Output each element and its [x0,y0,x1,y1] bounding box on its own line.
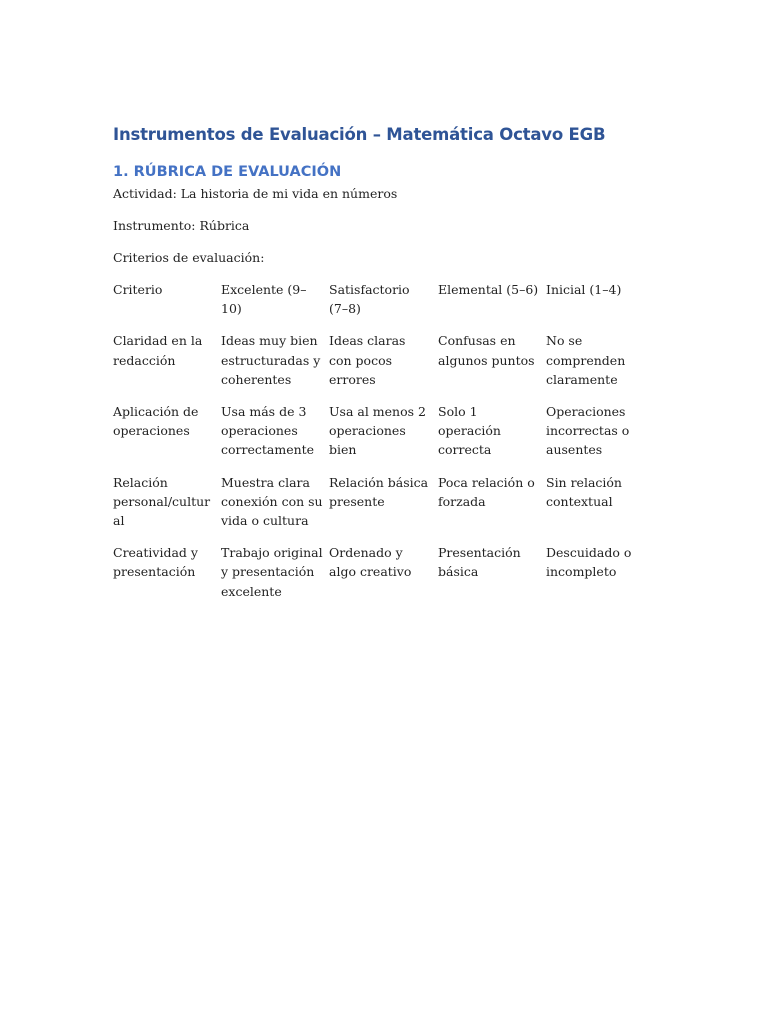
table-cell: Aplicación de operaciones [113,404,199,439]
header-cell: Inicial (1–4) [546,282,622,297]
table-cell: No se comprenden claramente [546,333,626,387]
instrument-text: Instrumento: Rúbrica [113,218,250,233]
table-cell: Presentación básica [438,545,521,580]
table-cell: Muestra clara conexión con su vida o cultura [221,474,323,529]
document-title: Instrumentos de Evaluación – Matemática Octavo EGB [113,125,606,144]
table-cell: Confusas en algunos puntos [438,333,535,368]
table-cell: Solo 1 operación correcta [438,404,501,458]
table-cell: Poca relación o forzada [438,474,535,509]
header-cell: Excelente (9–10) [221,282,307,317]
criteria-label: Criterios de evaluación: [113,250,265,265]
table-cell: Operaciones incorrectas o ausentes [546,404,630,458]
table-cell: Ordenado y algo creativo [329,545,412,580]
table-cell: Relación personal/cultural [113,474,211,529]
table-row [113,331,651,402]
rubric-header-row [113,280,651,331]
table-row [113,402,651,473]
header-cell: Criterio [113,282,163,297]
table-row [113,473,651,544]
table-cell: Ideas claras con pocos errores [329,333,406,387]
table-cell: Usa más de 3 operaciones correctamente [221,404,315,458]
table-cell: Descuidado o incompleto [546,545,632,580]
rubric-table [113,280,651,614]
table-cell: Sin relación contextual [546,474,622,509]
table-row [113,543,651,614]
table-cell: Creatividad y presentación [113,545,198,580]
section-heading: 1. RÚBRICA DE EVALUACIÓN [113,164,342,180]
header-cell: Elemental (5–6) [438,282,539,297]
document-page [113,124,643,614]
table-cell: Usa al menos 2 operaciones bien [329,404,426,458]
table-cell: Trabajo original y presentación excelente [221,545,323,599]
header-cell: Satisfactorio (7–8) [329,282,410,317]
table-cell: Ideas muy bien estructuradas y coherentes [221,333,321,387]
table-cell: Claridad en la redacción [113,333,203,368]
activity-text: Actividad: La historia de mi vida en números [113,186,398,201]
table-cell: Relación básica presente [329,474,429,509]
